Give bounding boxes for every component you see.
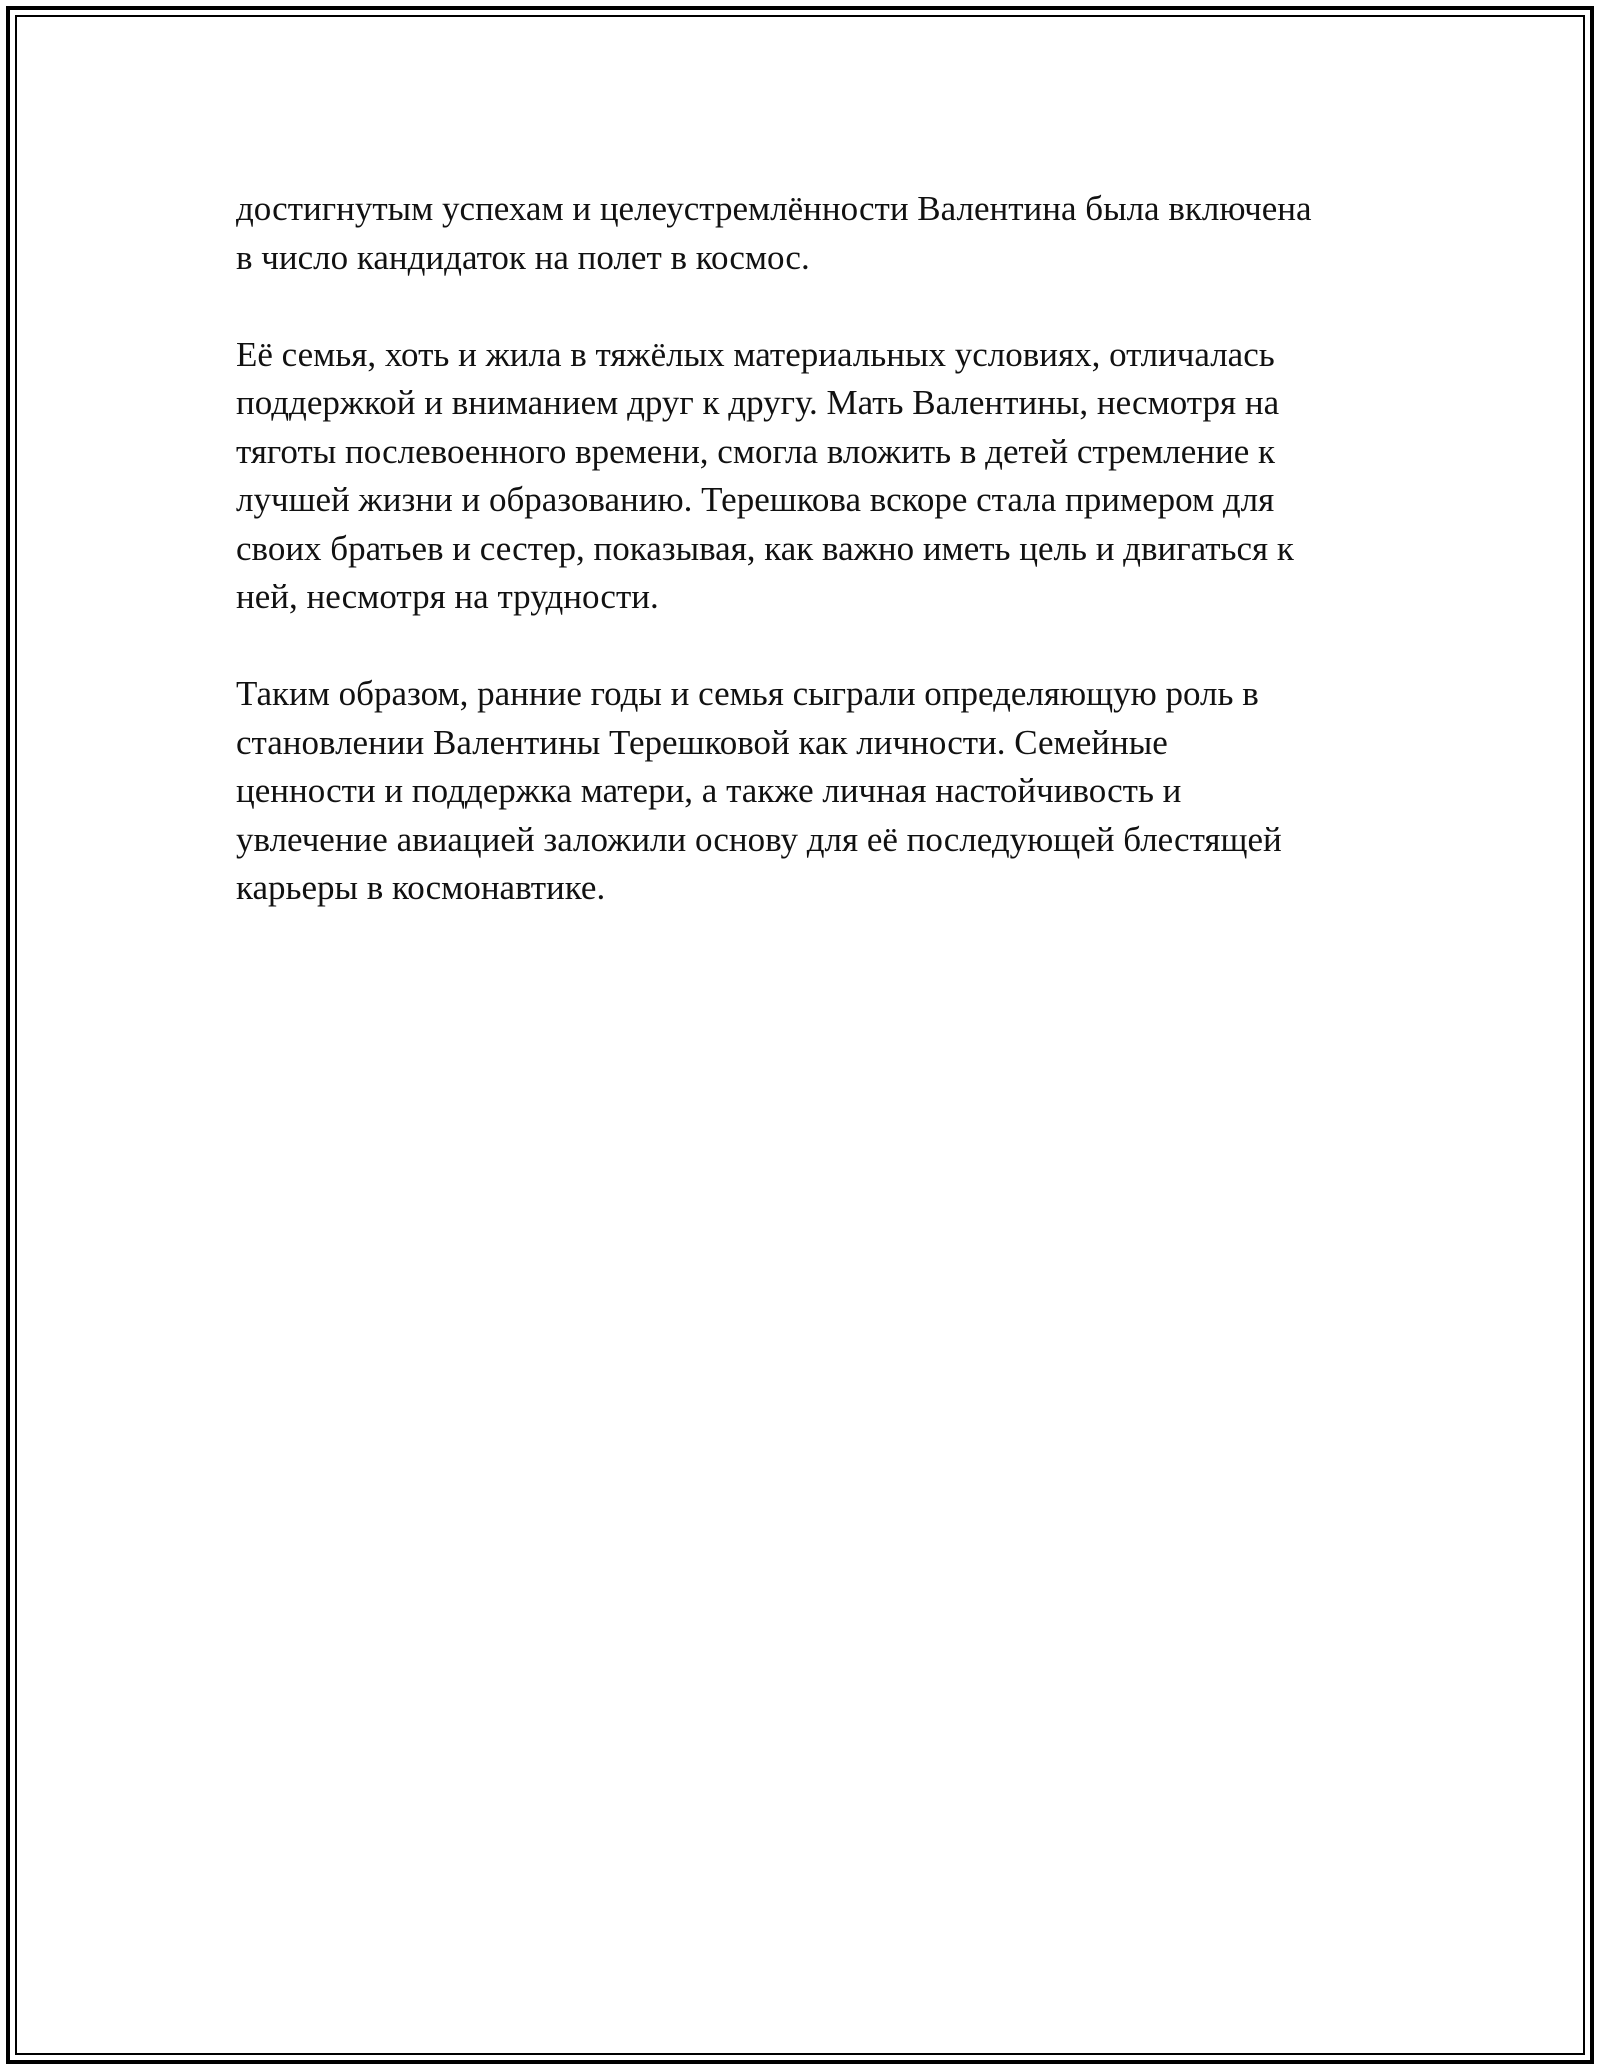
text-line: лучшей жизни и образованию. Терешкова вскоре стала примером для xyxy=(236,480,1275,519)
text-line: Её семья, хоть и жила в тяжёлых материальных условиях, отличалась xyxy=(236,334,1275,374)
text-line: увлечение авиацией заложили основу для её последующей блестящей xyxy=(236,819,1282,859)
text-line: становлении Валентины Терешковой как личности. Семейные xyxy=(236,722,1168,762)
text-line: ней, несмотря на трудности. xyxy=(236,577,659,616)
paragraph-1 xyxy=(236,185,1396,282)
document-body xyxy=(236,185,1396,961)
text-line: ценности и поддержка матери, а также личная настойчивость и xyxy=(236,771,1182,810)
text-line: своих братьев и сестер, показывая, как важно иметь цель и двигаться к xyxy=(236,528,1294,568)
paragraph-3 xyxy=(236,670,1396,913)
text-line: достигнутым успехам и целеустремлённости Валентина была включена xyxy=(236,189,1312,228)
paragraph-2 xyxy=(236,331,1396,622)
text-line: Таким образом, ранние годы и семья сыграли определяющую роль в xyxy=(236,674,1259,713)
text-line: карьеры в космонавтике. xyxy=(236,868,606,907)
text-line: поддержкой и вниманием друг к другу. Мать Валентины, несмотря на xyxy=(236,383,1280,422)
text-line: тяготы послевоенного времени, смогла вложить в детей стремление к xyxy=(236,431,1276,471)
text-line: в число кандидаток на полет в космос. xyxy=(236,237,810,277)
